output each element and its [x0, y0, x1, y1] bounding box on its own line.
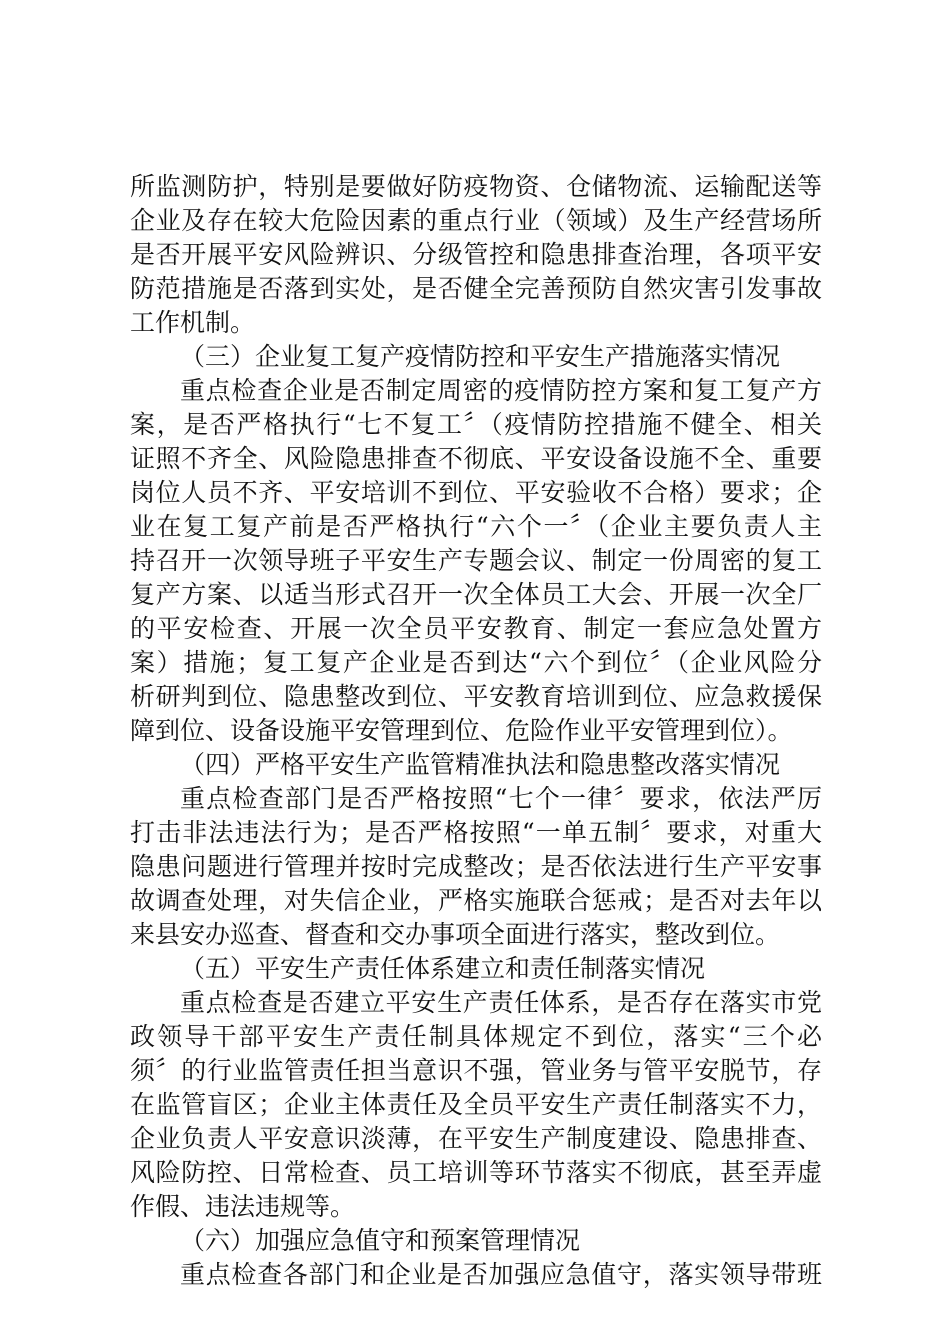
text-line: 风险防控、日常检查、员工培训等环节落实不彻底，甚至弄虚: [130, 1158, 822, 1187]
section-heading: （五）平安生产责任体系建立和责任制落实情况: [180, 954, 706, 983]
text-line: 复产方案、以适当形式召开一次全体员工大会、开展一次全厂: [130, 580, 822, 609]
text-line: 重点检查各部门和企业是否加强应急值守，落实领导带班: [180, 1260, 822, 1289]
section-heading: （三）企业复工复产疫情防控和平安生产措施落实情况: [180, 342, 781, 371]
text-line: 在监管盲区；企业主体责任及全员平安生产责任制落实不力，: [130, 1090, 822, 1119]
text-line: 的平安检查、开展一次全员平安教育、制定一套应急处置方: [130, 614, 822, 643]
text-line: 须〞的行业监管责任担当意识不强，管业务与管平安脱节，存: [130, 1056, 822, 1085]
text-line: 所监测防护，特别是要做好防疫物资、仓储物流、运输配送等: [130, 172, 822, 201]
text-line: 政领导干部平安生产责任制具体规定不到位，落实“三个必: [130, 1022, 822, 1051]
text-line: 析研判到位、隐患整改到位、平安教育培训到位、应急救援保: [130, 682, 822, 711]
text-line: 业在复工复产前是否严格执行“六个一〞（企业主要负责人主: [130, 512, 822, 541]
text-line: 案）措施；复工复产企业是否到达“六个到位〞（企业风险分: [130, 648, 822, 677]
paragraph: [130, 374, 822, 748]
text-line: 案，是否严格执行“七不复工〞（疫情防控措施不健全、相关: [130, 410, 822, 439]
text-line: 重点检查企业是否制定周密的疫情防控方案和复工复产方: [180, 376, 822, 405]
text-line: 故调查处理，对失信企业，严格实施联合惩戒；是否对去年以: [130, 886, 822, 915]
text-line: 重点检查部门是否严格按照“七个一律〞要求，依法严厉: [180, 784, 822, 813]
paragraph: [130, 170, 822, 340]
section-heading: （四）严格平安生产监管精准执法和隐患整改落实情况: [180, 750, 781, 779]
text-line: 打击非法违法行为；是否严格按照“一单五制〞要求，对重大: [130, 818, 822, 847]
paragraph: [130, 1258, 822, 1292]
text-line: 工作机制。: [130, 308, 256, 337]
text-line: 证照不齐全、风险隐患排查不彻底、平安设备设施不全、重要: [130, 444, 822, 473]
paragraph: [130, 782, 822, 952]
text-line: 来县安办巡查、督查和交办事项全面进行落实，整改到位。: [130, 920, 781, 949]
text-line: 岗位人员不齐、平安培训不到位、平安验收不合格）要求；企: [130, 478, 822, 507]
text-line: 企业负责人平安意识淡薄，在平安生产制度建设、隐患排查、: [130, 1124, 822, 1153]
document-body: [130, 170, 822, 1292]
paragraph: [130, 986, 822, 1224]
text-line: 持召开一次领导班子平安生产专题会议、制定一份周密的复工: [130, 546, 822, 575]
text-line: 作假、违法违规等。: [130, 1192, 356, 1221]
text-line: 防范措施是否落到实处，是否健全完善预防自然灾害引发事故: [130, 274, 822, 303]
section-heading: （六）加强应急值守和预案管理情况: [180, 1226, 581, 1255]
text-line: 是否开展平安风险辨识、分级管控和隐患排查治理，各项平安: [130, 240, 822, 269]
text-line: 重点检查是否建立平安生产责任体系，是否存在落实市党: [180, 988, 822, 1017]
text-line: 隐患问题进行管理并按时完成整改；是否依法进行生产平安事: [130, 852, 822, 881]
text-line: 障到位、设备设施平安管理到位、危险作业平安管理到位）。: [130, 716, 793, 745]
text-line: 企业及存在较大危险因素的重点行业（领域）及生产经营场所: [130, 206, 822, 235]
